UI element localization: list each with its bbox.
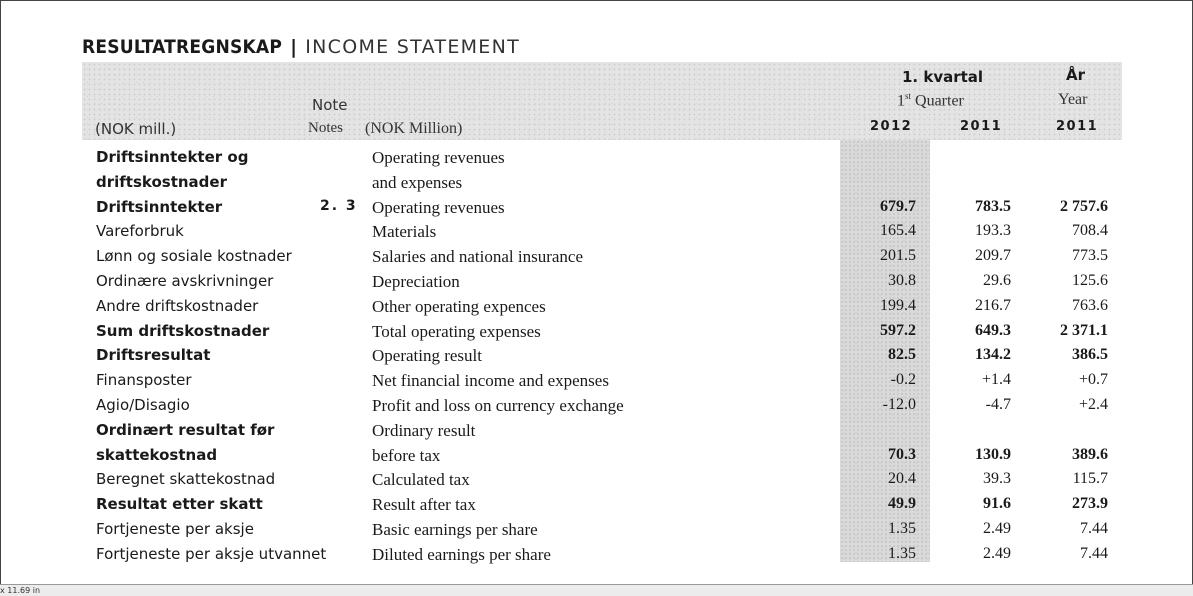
table-row [0,421,1193,446]
value-q1-2012: 82.5 [888,346,916,364]
row-label-english: Diluted earnings per share [372,544,551,564]
value-q1-2011: 209.7 [975,247,1011,265]
header-quarter [897,91,964,110]
row-label-english: Calculated tax [372,470,470,490]
row-label-norwegian: Agio/Disagio [96,396,190,414]
table-row [0,272,1193,297]
row-label-norwegian: Sum driftskostnader [96,321,270,340]
value-q1-2011: 2.49 [983,544,1011,562]
value-q1-2012: -12.0 [882,396,916,413]
value-q1-2011: 193.3 [975,222,1011,240]
row-label-norwegian: Driftsinntekter og [96,148,249,166]
page-size-readout: x 11.69 in [0,586,41,595]
table-row [0,148,1193,173]
header-col-2011-year: 2011 [1056,119,1099,134]
value-year-2011: 389.6 [1072,445,1108,463]
value-q1-2011: 216.7 [975,296,1011,314]
row-label-english: Materials [372,222,437,242]
row-label-english: Operating revenues [372,148,505,167]
value-year-2011: 773.5 [1072,247,1108,265]
row-note: 2. 3 [320,197,358,214]
table-row [0,470,1193,495]
value-year-2011: 763.6 [1072,296,1108,314]
row-label-english: before tax [372,445,441,465]
table-row [0,545,1193,570]
header-note: Note [312,96,348,114]
row-label-english: Ordinary result [372,420,476,440]
value-q1-2012: 679.7 [880,197,916,215]
header-quarter-number: 1 [897,92,905,110]
value-year-2011: 115.7 [1072,470,1108,488]
row-label-english: Other operating expences [372,296,546,316]
value-year-2011: 708.4 [1072,222,1108,240]
value-q1-2011: 29.6 [983,272,1011,289]
row-label-norwegian: driftskostnader [96,172,227,191]
value-year-2011: 125.6 [1072,272,1108,289]
row-label-norwegian: Andre driftskostnader [96,296,259,315]
value-q1-2012: 199.4 [880,296,916,314]
row-label-norwegian: Driftsresultat [96,346,211,365]
value-q1-2011: 783.5 [975,197,1011,215]
value-q1-2011: 134.2 [975,346,1011,364]
value-year-2011: +0.7 [1078,371,1108,389]
header-notes: Notes [308,120,343,136]
row-label-norwegian: Driftsinntekter [96,197,223,216]
row-label-norwegian: Resultat etter skatt [96,495,263,514]
value-q1-2011: 91.6 [983,495,1011,513]
table-row [0,396,1193,421]
row-label-norwegian: Finansposter [96,371,192,390]
header-col-2011-quarter: 2011 [960,119,1003,134]
value-q1-2012: 201.5 [880,247,916,265]
value-year-2011: 2 757.6 [1060,197,1108,215]
row-label-norwegian: Vareforbruk [96,222,184,241]
table-row [0,446,1193,471]
value-q1-2012: 20.4 [888,470,916,488]
header-unit-norwegian: (NOK mill.) [95,120,177,138]
row-label-norwegian: Ordinært resultat før [96,420,275,439]
value-q1-2012: -0.2 [890,371,916,389]
header-col-2012: 2012 [870,119,913,134]
table-row [0,297,1193,322]
table-row [0,173,1193,198]
value-q1-2011: 2.49 [983,520,1011,537]
row-label-english: Salaries and national insurance [372,247,584,267]
row-label-english: Total operating expenses [372,321,541,341]
row-label-english: Profit and loss on currency exchange [372,396,624,415]
row-label-english: Result after tax [372,495,476,515]
title-norwegian: RESULTATREGNSKAP [82,36,283,58]
row-label-english: Operating result [372,346,482,366]
table-row [0,371,1193,396]
header-ar: År [1066,66,1086,84]
value-q1-2011: 39.3 [983,470,1011,488]
row-label-english: Operating revenues [372,197,505,217]
row-label-norwegian: Fortjeneste per aksje [96,520,254,538]
table-row [0,198,1193,223]
row-label-english: and expenses [372,172,463,192]
row-label-english: Basic earnings per share [372,520,538,539]
value-q1-2012: 1.35 [888,544,916,562]
value-q1-2011: -4.7 [985,396,1011,413]
value-q1-2012: 165.4 [880,222,916,240]
table-row [0,247,1193,272]
value-q1-2011: 130.9 [975,445,1011,463]
table-row [0,322,1193,347]
row-label-norwegian: Lønn og sosiale kostnader [96,247,292,266]
table-row [0,520,1193,545]
value-q1-2012: 30.8 [888,272,916,289]
value-q1-2011: +1.4 [981,371,1011,389]
header-unit-english: (NOK Million) [365,120,463,137]
value-year-2011: 7.44 [1080,520,1108,537]
value-q1-2012: 1.35 [888,520,916,537]
value-year-2011: 2 371.1 [1060,321,1108,339]
header-year: Year [1058,91,1088,108]
row-label-norwegian: skattekostnad [96,445,218,464]
table-row [0,495,1193,520]
value-year-2011: 386.5 [1072,346,1108,364]
row-label-english: Net financial income and expenses [372,371,609,391]
page-title [82,36,520,58]
header-kvartal: 1. kvartal [902,68,984,86]
value-q1-2012: 49.9 [888,495,916,513]
header-quarter-ordinal: st [905,91,912,101]
table-row [0,346,1193,371]
title-separator: | [290,36,298,58]
row-label-norwegian: Fortjeneste per aksje utvannet [96,544,327,563]
header-quarter-label: Quarter [915,92,964,110]
value-year-2011: 273.9 [1072,495,1108,513]
title-english: INCOME STATEMENT [305,36,521,58]
scan-border-top [0,0,1193,1]
row-label-norwegian: Beregnet skattekostnad [96,470,276,489]
row-label-english: Depreciation [372,272,460,291]
viewer-status-bar [0,584,1193,596]
value-q1-2012: 597.2 [880,321,916,339]
table-row [0,222,1193,247]
row-label-norwegian: Ordinære avskrivninger [96,272,274,290]
value-q1-2012: 70.3 [888,445,916,463]
value-q1-2011: 649.3 [975,321,1011,339]
value-year-2011: +2.4 [1078,396,1108,413]
value-year-2011: 7.44 [1080,544,1108,562]
